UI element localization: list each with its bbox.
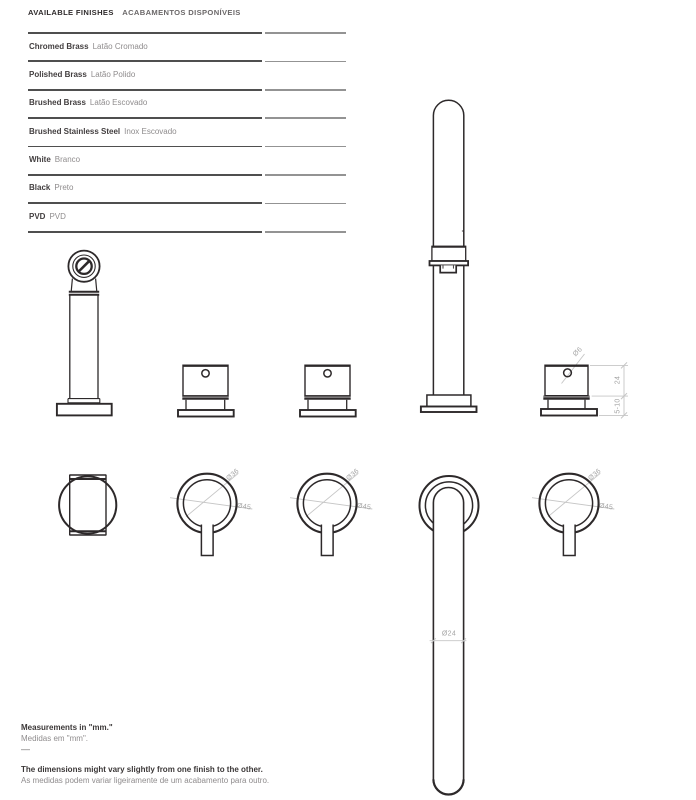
dimension-label-handle-body: Ø36 — [586, 467, 603, 483]
lever-stem — [563, 525, 575, 556]
figure-handle-side-view-dimensioned — [538, 338, 642, 420]
finish-name-pt: Latão Polido — [90, 69, 136, 79]
set-screw — [324, 370, 331, 377]
table-row — [28, 89, 346, 117]
figure-handle-top-view — [170, 466, 274, 562]
finish-name-en: Brushed Stainless Steel — [29, 126, 121, 136]
row-divider — [28, 117, 346, 119]
base-circle — [177, 474, 236, 533]
base-plate — [300, 410, 356, 417]
base-circle — [539, 474, 598, 533]
table-row — [28, 146, 346, 174]
leader-line — [562, 354, 585, 384]
row-divider — [28, 32, 346, 34]
units-note — [21, 722, 113, 744]
page-title-pt: ACABAMENTOS DISPONÍVEIS — [122, 8, 241, 17]
figure-tall-spout-side-view — [418, 95, 480, 415]
finish-name-en: Black — [29, 183, 51, 193]
finish-name-pt: Inox Escovado — [124, 126, 177, 136]
figure-handle-side-view — [298, 362, 358, 418]
page-title — [28, 8, 241, 17]
dimension-label-handle-body: Ø36 — [344, 467, 361, 483]
row-divider — [28, 202, 346, 204]
table-row — [28, 32, 346, 60]
finish-name-en: White — [29, 155, 51, 165]
base-plate — [421, 407, 477, 413]
lever-stem — [321, 525, 333, 556]
figure-mixer-top-view — [54, 472, 120, 538]
table-bottom-rule — [28, 231, 346, 233]
spout-lip — [430, 261, 469, 265]
finishes-table — [28, 32, 346, 231]
dimension-label-handle-base: Ø45 — [598, 502, 614, 511]
dimension-label-handle-height: 24 — [614, 375, 622, 385]
base-plate — [178, 410, 234, 417]
row-divider — [28, 174, 346, 176]
page-title-en: AVAILABLE FINISHES — [28, 8, 114, 17]
dimension-label-skirt-range: 5-10 — [614, 397, 622, 414]
variance-note — [21, 764, 269, 786]
screw-slot — [79, 261, 89, 271]
finish-name-en: Polished Brass — [29, 69, 87, 79]
finish-name-en: Brushed Brass — [29, 98, 86, 108]
figure-handle-top-view — [290, 466, 394, 562]
finish-name-en: Chromed Brass — [29, 41, 89, 51]
variance-note-pt: As medidas podem variar ligeiramente de um acabamento para outro. — [21, 776, 270, 785]
set-screw — [202, 370, 209, 377]
finish-name-pt: Preto — [54, 183, 74, 193]
footnote-separator: — — [21, 744, 30, 754]
dimension-label-handle-body: Ø36 — [224, 467, 241, 483]
lever-stem — [201, 525, 213, 556]
row-divider — [28, 60, 346, 62]
dimension-label-handle-base: Ø45 — [356, 502, 372, 511]
figure-handle-top-view — [532, 466, 636, 562]
units-note-en: Measurements in "mm." — [21, 723, 113, 732]
variance-note-en: The dimensions might vary slightly from one finish to the other. — [21, 765, 263, 774]
finish-name-pt: PVD — [49, 211, 66, 221]
row-divider — [28, 146, 346, 148]
aerator-band — [432, 246, 466, 261]
finish-name-pt: Latão Cromado — [92, 41, 148, 51]
figure-handle-side-view — [176, 362, 236, 418]
row-divider — [28, 89, 346, 91]
units-note-pt: Medidas em "mm". — [21, 734, 89, 743]
dimension-label-handle-base: Ø45 — [236, 502, 252, 511]
dimension-label-spout-tube: Ø24 — [441, 630, 457, 638]
body-circle — [183, 480, 230, 527]
finish-name-pt: Branco — [54, 155, 81, 165]
table-row — [28, 202, 346, 230]
dimension-label-set-screw: Ø6 — [571, 346, 584, 358]
finish-name-pt: Latão Escovado — [89, 98, 148, 108]
figure-mixer-side-view — [50, 245, 118, 417]
body-circle — [545, 480, 592, 527]
table-row — [28, 174, 346, 202]
base-plate — [57, 404, 112, 416]
finish-name-en: PVD — [29, 211, 46, 221]
table-row — [28, 117, 346, 145]
body-circle — [303, 480, 350, 527]
base-circle — [297, 474, 356, 533]
base-circle — [59, 476, 116, 533]
base-plate — [541, 409, 597, 416]
table-row — [28, 60, 346, 88]
